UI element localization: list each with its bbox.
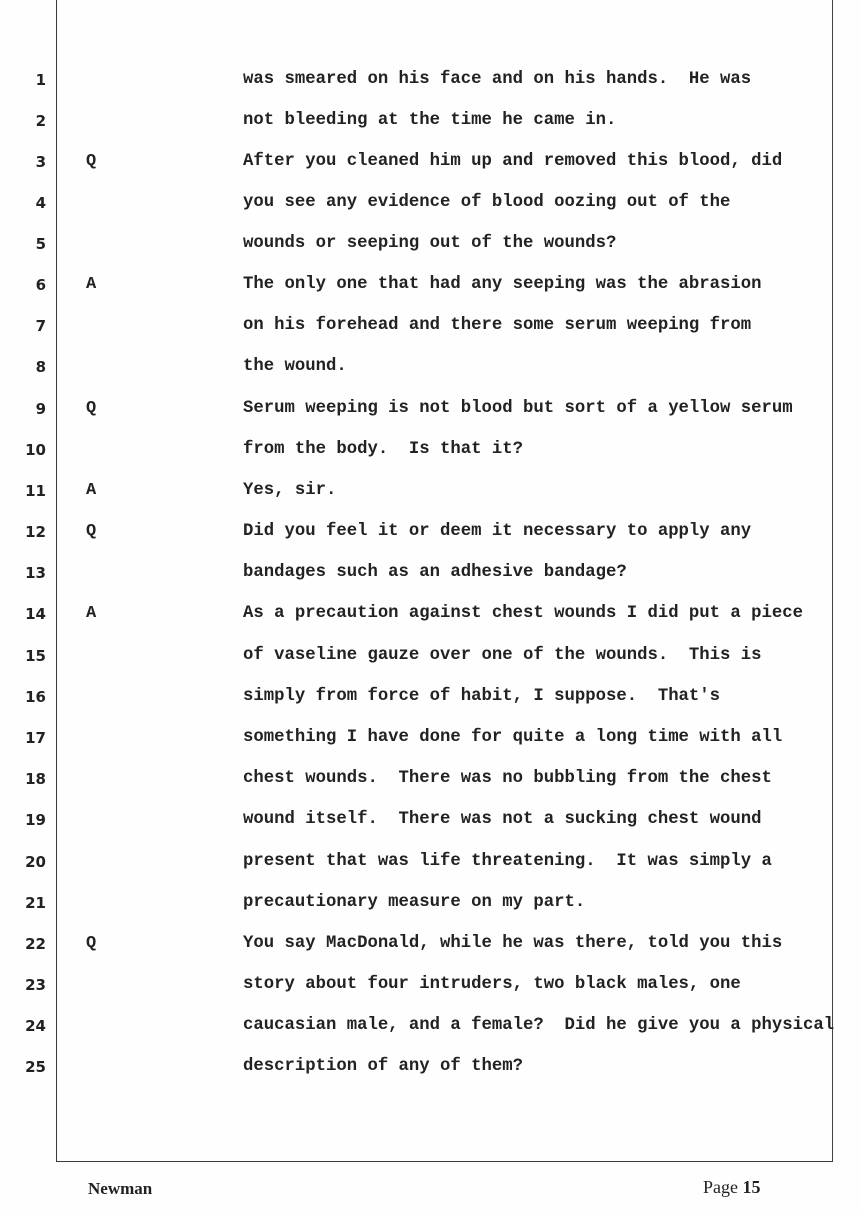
transcript-line-1 xyxy=(0,71,860,112)
line-text: The only one that had any seeping was the abrasion xyxy=(243,275,762,294)
speaker-label: A xyxy=(86,604,97,623)
transcript-line-12 xyxy=(0,523,860,564)
speaker-label: Q xyxy=(86,399,97,418)
transcript-line-8 xyxy=(0,358,860,399)
transcript-line-7 xyxy=(0,317,860,358)
line-number: 19 xyxy=(25,811,46,829)
line-number: 8 xyxy=(35,358,46,376)
transcript-line-10 xyxy=(0,441,860,482)
line-number: 25 xyxy=(25,1058,46,1076)
line-text: caucasian male, and a female? Did he give you a physical xyxy=(243,1016,835,1035)
speaker-label: Q xyxy=(86,522,97,541)
line-number: 16 xyxy=(25,688,46,706)
line-text: wounds or seeping out of the wounds? xyxy=(243,234,617,253)
footer-page-number xyxy=(703,1177,761,1198)
line-number: 5 xyxy=(35,235,46,253)
line-text: As a precaution against chest wounds I did put a piece xyxy=(243,604,804,623)
line-number: 9 xyxy=(35,400,46,418)
line-number: 10 xyxy=(25,441,46,459)
transcript-line-9 xyxy=(0,400,860,441)
line-number: 22 xyxy=(25,935,46,953)
transcript-line-24 xyxy=(0,1017,860,1058)
transcript-line-17 xyxy=(0,729,860,770)
line-number: 7 xyxy=(35,317,46,335)
transcript-line-22 xyxy=(0,935,860,976)
speaker-label: A xyxy=(86,481,97,500)
transcript-line-20 xyxy=(0,853,860,894)
line-text: chest wounds. There was no bubbling from the chest xyxy=(243,769,772,788)
transcript-line-13 xyxy=(0,564,860,605)
transcript-line-14 xyxy=(0,605,860,646)
line-number: 2 xyxy=(35,112,46,130)
line-text: from the body. Is that it? xyxy=(243,440,524,459)
line-text: something I have done for quite a long time with all xyxy=(243,728,783,747)
line-number: 14 xyxy=(25,605,46,623)
page-number: 15 xyxy=(742,1177,761,1197)
speaker-label: Q xyxy=(86,152,97,171)
transcript-line-11 xyxy=(0,482,860,523)
page-label: Page xyxy=(703,1177,738,1197)
transcript-line-19 xyxy=(0,811,860,852)
line-number: 21 xyxy=(25,894,46,912)
line-text: Yes, sir. xyxy=(243,481,337,500)
transcript-line-3 xyxy=(0,153,860,194)
line-text: not bleeding at the time he came in. xyxy=(243,111,617,130)
transcript-line-18 xyxy=(0,770,860,811)
transcript-line-15 xyxy=(0,647,860,688)
transcript-line-2 xyxy=(0,112,860,153)
transcript-line-23 xyxy=(0,976,860,1017)
line-number: 1 xyxy=(35,71,46,89)
line-text: wound itself. There was not a sucking chest wound xyxy=(243,810,762,829)
line-number: 23 xyxy=(25,976,46,994)
line-number: 20 xyxy=(25,853,46,871)
line-text: was smeared on his face and on his hands. He was xyxy=(243,70,752,89)
footer-witness-name: Newman xyxy=(88,1179,153,1198)
line-number: 15 xyxy=(25,647,46,665)
line-text: simply from force of habit, I suppose. That's xyxy=(243,687,721,706)
line-text: bandages such as an adhesive bandage? xyxy=(243,563,627,582)
line-number: 18 xyxy=(25,770,46,788)
line-text: story about four intruders, two black males, one xyxy=(243,975,741,994)
line-text: Did you feel it or deem it necessary to apply any xyxy=(243,522,752,541)
transcript-line-5 xyxy=(0,235,860,276)
speaker-label: Q xyxy=(86,934,97,953)
line-text: description of any of them? xyxy=(243,1057,524,1076)
transcript-line-25 xyxy=(0,1058,860,1099)
line-text: you see any evidence of blood oozing out of the xyxy=(243,193,731,212)
line-number: 6 xyxy=(35,276,46,294)
line-text: After you cleaned him up and removed this blood, did xyxy=(243,152,783,171)
transcript-line-21 xyxy=(0,894,860,935)
transcript-line-4 xyxy=(0,194,860,235)
line-text: precautionary measure on my part. xyxy=(243,893,586,912)
line-number: 12 xyxy=(25,523,46,541)
line-text: of vaseline gauze over one of the wounds. This is xyxy=(243,646,762,665)
line-number: 4 xyxy=(35,194,46,212)
transcript-line-16 xyxy=(0,688,860,729)
speaker-label: A xyxy=(86,275,97,294)
line-text: Serum weeping is not blood but sort of a yellow serum xyxy=(243,399,793,418)
line-text: present that was life threatening. It was simply a xyxy=(243,852,772,871)
line-number: 3 xyxy=(35,153,46,171)
line-text: on his forehead and there some serum weeping from xyxy=(243,316,752,335)
line-number: 11 xyxy=(25,482,46,500)
line-text: the wound. xyxy=(243,357,347,376)
line-text: You say MacDonald, while he was there, told you this xyxy=(243,934,783,953)
line-number: 24 xyxy=(25,1017,46,1035)
transcript-line-6 xyxy=(0,276,860,317)
line-number: 17 xyxy=(25,729,46,747)
line-number: 13 xyxy=(25,564,46,582)
